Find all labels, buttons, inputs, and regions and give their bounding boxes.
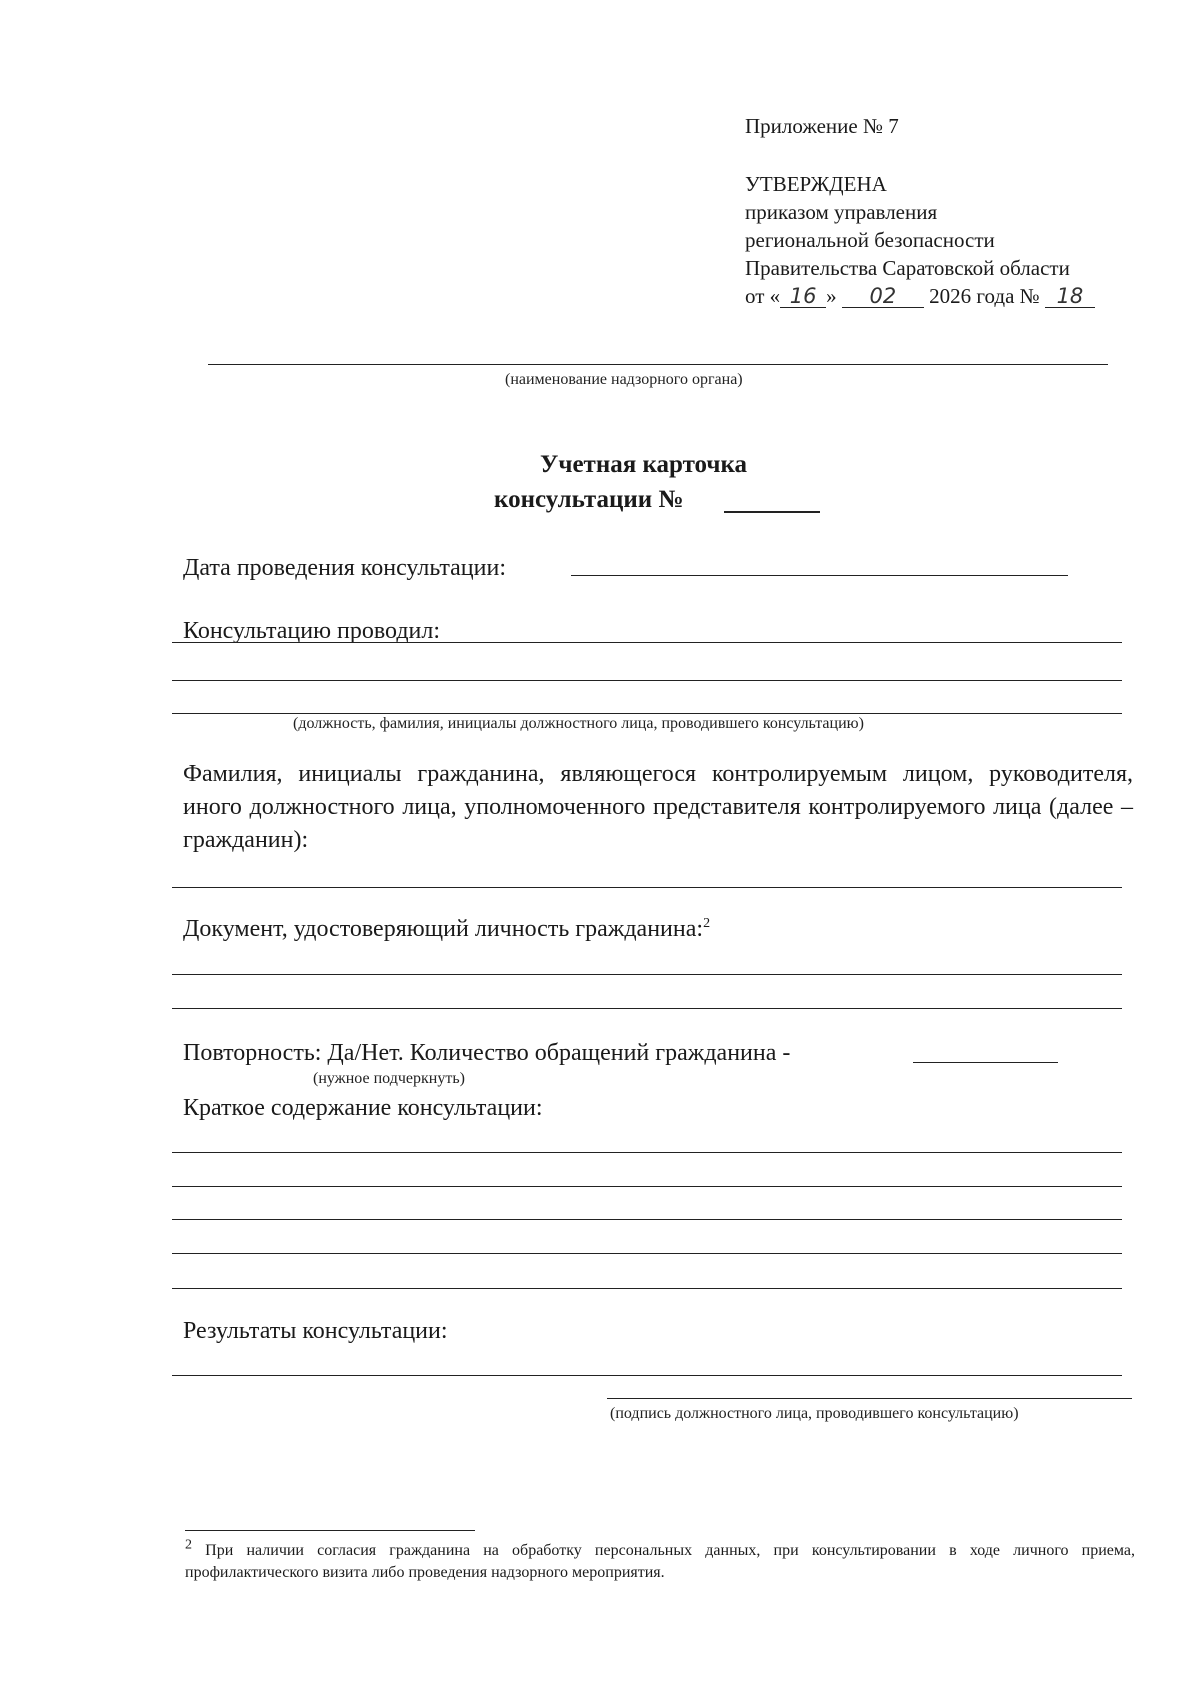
conducted-line-2 xyxy=(172,680,1122,681)
approval-line-2: региональной безопасности xyxy=(745,228,995,252)
footnote-separator xyxy=(185,1530,475,1531)
card-subtitle xyxy=(494,483,684,517)
date-mid: » xyxy=(826,284,837,308)
approved-heading: УТВЕРЖДЕНА xyxy=(745,172,887,196)
appendix-number: Приложение № 7 xyxy=(745,114,899,138)
results-label: Результаты консультации: xyxy=(183,1318,448,1344)
year-text: 2026 года № xyxy=(929,284,1040,308)
authority-name-line xyxy=(208,364,1108,365)
date-label: Дата проведения консультации: xyxy=(183,555,507,581)
date-line xyxy=(571,575,1068,576)
repeat-caption: (нужное подчеркнуть) xyxy=(313,1070,465,1087)
footnote xyxy=(185,1537,1135,1584)
authority-caption: (наименование надзорного органа) xyxy=(505,371,743,388)
document-line-2 xyxy=(172,1008,1122,1009)
card-number-line xyxy=(724,511,820,513)
footnote-mark: 2 xyxy=(185,1537,192,1553)
conducted-caption: (должность, фамилия, инициалы должностного лица, проводившего консультацию) xyxy=(293,715,864,732)
signature-line xyxy=(607,1398,1132,1399)
approval-line-3: Правительства Саратовской области xyxy=(745,256,1070,280)
document-label-row xyxy=(183,914,710,944)
repeat-count-line xyxy=(913,1062,1058,1063)
approval-line-1: приказом управления xyxy=(745,200,938,224)
footnote-text: При наличии согласия гражданина на обработку персональных данных, при консультировании в ходе личного приема, профилактического визита либо проведения надзорного мероприятия. xyxy=(185,1542,1135,1581)
conducted-line-1 xyxy=(172,642,1122,643)
approval-block xyxy=(745,170,1095,310)
document-label: Документ, удостоверяющий личность гражданина: xyxy=(183,916,704,942)
summary-line-2 xyxy=(172,1186,1122,1187)
footnote-ref: 2 xyxy=(703,916,711,931)
document-line-1 xyxy=(172,974,1122,975)
citizen-text: Фамилия, инициалы гражданина, являющегося контролируемым лицом, руководителя, иного должностного лица, уполномоченного представителя контролируемого лица (далее – гражданин): xyxy=(183,761,1133,853)
results-line xyxy=(172,1375,1122,1376)
handwritten-month: 02 xyxy=(842,285,924,308)
handwritten-day: 16 xyxy=(780,285,826,308)
conducted-label: Консультацию проводил: xyxy=(183,618,441,644)
summary-label: Краткое содержание консультации: xyxy=(183,1095,543,1121)
citizen-line xyxy=(172,887,1122,888)
summary-line-4 xyxy=(172,1253,1122,1254)
signature-caption: (подпись должностного лица, проводившего консультацию) xyxy=(610,1405,1019,1422)
card-number-label: консультации № xyxy=(494,486,684,513)
card-title: Учетная карточка xyxy=(540,451,748,478)
date-prefix: от « xyxy=(745,284,781,308)
handwritten-order-number: 18 xyxy=(1045,285,1095,308)
approval-date-line xyxy=(745,282,1095,310)
summary-line-3 xyxy=(172,1219,1122,1220)
repeat-label: Повторность: Да/Нет. Количество обращений гражданина - xyxy=(183,1040,791,1066)
summary-line-1 xyxy=(172,1152,1122,1153)
summary-line-5 xyxy=(172,1288,1122,1289)
